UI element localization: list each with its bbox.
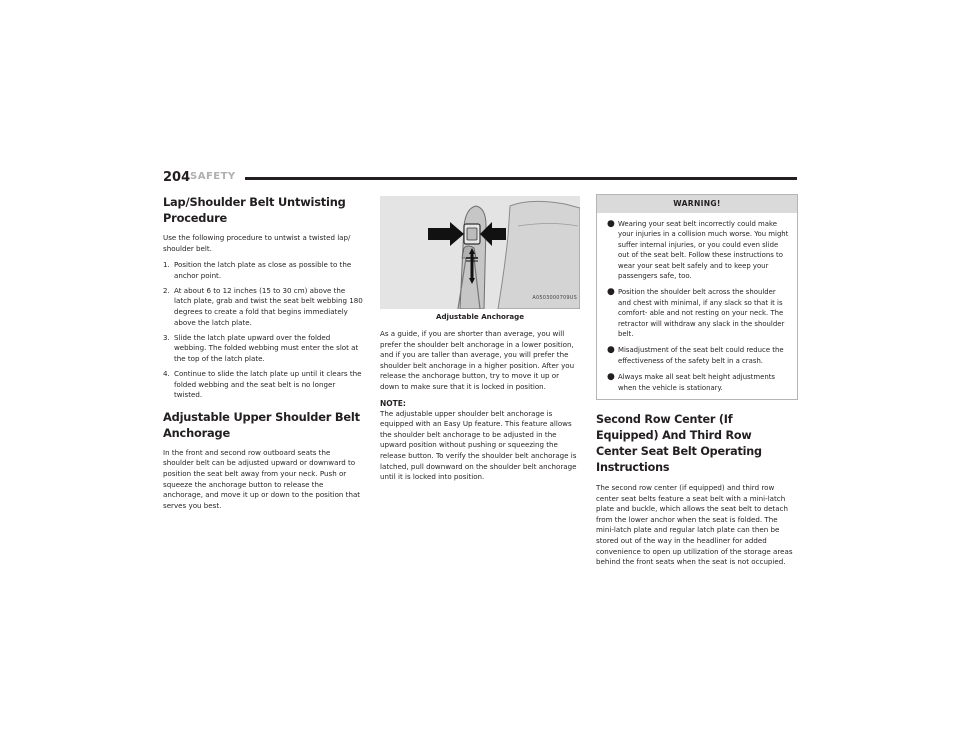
warning-item [607,287,789,339]
warning-text: Misadjustment of the seat belt could reduce the effectiveness of the safety belt in a crash. [618,346,784,365]
column-right [596,194,796,574]
section-name: SAFETY [190,171,236,182]
column-middle [380,194,580,489]
page-number: 204 [163,170,191,185]
untwisting-steps [163,260,363,401]
note-text: The adjustable upper shoulder belt anchorage is equipped with an Easy Up feature. This feature allows the shoulder belt anchorage to be adjusted in the upward position without pushing or squeezing the release button. To verify the shoulder belt anchorage is latched, pull downward on the shoulder belt anchorage until it is locked into position. [380,408,577,482]
warning-text: Always make all seat belt height adjustments when the vehicle is stationary. [618,373,775,392]
step-text: Position the latch plate as close as possible to the anchor point. [174,260,352,280]
bullet-icon: ● [607,372,615,383]
warning-title: WARNING! [597,195,797,213]
warning-text: Position the shoulder belt across the shoulder and chest with minimal, if any slack so that it is comfort- able and not resting on your neck. The retractor will withdraw any slack in the shoulder belt. [618,288,785,339]
warning-text: Wearing your seat belt incorrectly could make your injuries in a collision much worse. You might suffer internal injuries, or you could even slide out of the seat belt. Follow these instructions to wear your seat belt safely and to keep your passengers safe, too. [618,220,789,281]
step-number: 4. [163,369,170,379]
warning-list [597,213,797,393]
warning-item [607,345,789,366]
step-item [163,369,363,401]
untwisting-intro: Use the following procedure to untwist a twisted lap/ shoulder belt. [163,233,351,253]
bullet-icon: ● [607,345,615,356]
bullet-icon: ● [607,219,615,229]
adjustable-anchorage-heading: Adjustable Upper Shoulder Belt Anchorage [163,409,360,440]
step-number: 3. [163,332,170,342]
center-seat-belt-text: The second row center (if equipped) and third row center seat belts feature a seat belt with a mini-latch plate and buckle, which allows the seat belt to detach from the lower anchor when the seat is folded. The mini-latch plate and regular latch plate can then be stored out of the way in the headliner for added convenience to open up utilization of the storage areas behind the front seats when the seat is not occupied. [596,483,793,567]
center-seat-belt-heading: Second Row Center (If Equipped) And Third Row Center Seat Belt Operating Instructions [596,413,762,475]
untwisting-heading: Lap/Shoulder Belt Untwisting Procedure [163,195,346,225]
page-header [163,170,797,186]
step-item [163,333,363,365]
adjustable-anchorage-text: In the front and second row outboard seats the shoulder belt can be adjusted upward or downward to position the seat belt away from your neck. Push or squeeze the anchorage button to release the anchorage, and move it up or down to the position that serves you best. [163,447,361,510]
step-number: 1. [163,260,170,270]
warning-box [596,194,798,400]
step-item [163,260,363,281]
step-text: Slide the latch plate upward over the folded webbing. The folded webbing must enter the slot at the top of the latch plate. [174,332,359,363]
warning-item [607,219,789,281]
anchorage-guide-text: As a guide, if you are shorter than average, you will prefer the shoulder belt anchorage in a lower position, and if you are taller than average, you will prefer the shoulder belt anchorage in a higher position. After you release the anchorage button, try to move it up or down to make sure that it is locked in position. [380,329,575,391]
column-left [163,194,363,517]
anchorage-drawing [380,196,580,309]
step-item [163,286,363,328]
step-text: Continue to slide the latch plate up until it clears the folded webbing and the seat belt is no longer twisted. [174,369,362,400]
step-number: 2. [163,285,170,295]
anchorage-illustration [380,196,580,309]
header-rule [245,177,797,180]
warning-item [607,372,789,393]
bullet-icon: ● [607,287,615,298]
step-text: At about 6 to 12 inches (15 to 30 cm) above the latch plate, grab and twist the seat belt webbing 180 degrees to create a fold that begins immediately above the latch plate. [174,285,363,327]
note-label: NOTE: [380,398,406,408]
figure-caption: Adjustable Anchorage [435,312,525,321]
figure-code: A0503000709US [532,295,577,301]
